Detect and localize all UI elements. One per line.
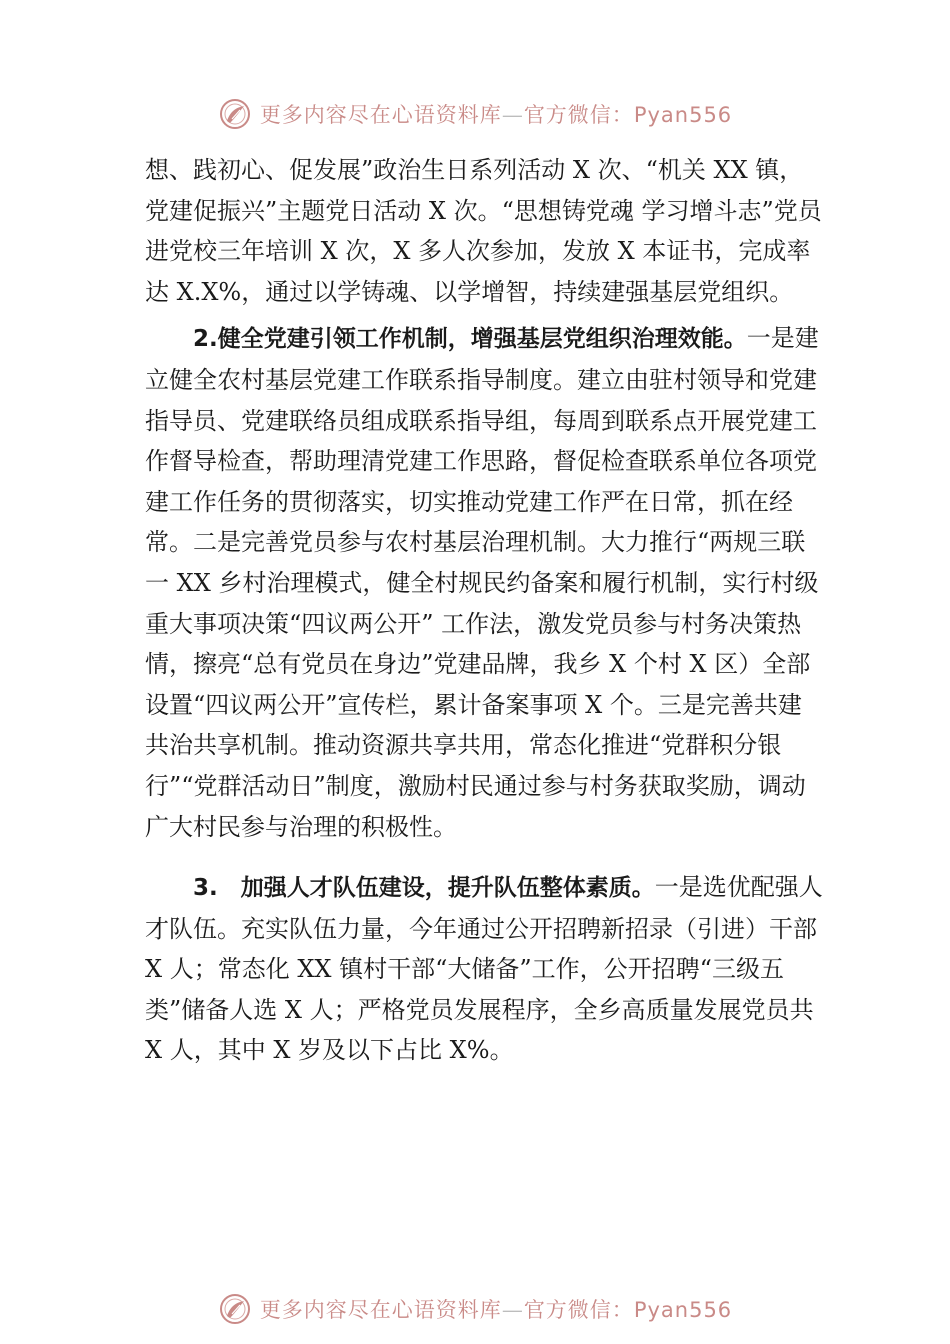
section-2-heading: 2.健全党建引领工作机制，增强基层党组织治理效能。: [193, 326, 747, 353]
paragraph-2: [145, 318, 825, 847]
watermark-wechat-label: 官方微信：: [523, 1298, 634, 1322]
section-3-heading: 3. 加强人才队伍建设，提升队伍整体素质。: [193, 875, 655, 902]
watermark-title: 更多内容尽在心语资料库: [259, 103, 502, 127]
watermark-wechat-label: 官方微信：: [523, 103, 634, 127]
seal-logo-icon: [218, 1292, 252, 1326]
header-watermark: [0, 92, 950, 136]
document-body: [145, 150, 825, 1071]
watermark-separator: —: [501, 103, 524, 127]
section-2-body: 一是建立健全农村基层党建工作联系指导制度。建立由驻村领导和党建指导员、党建联络员组成联系指导组，每周到联系点开展党建工作督导检查，帮助理清党建工作思路，督促检查联系单位各项党建工作任务的贯彻落实，切实推动党建工作严在日常，抓在经常。二是完善党员参与农村基层治理机制。大力推行“两规三联一 XX 乡村治理模式，健全村规民约备案和履行机制，实行村级重大事项决策“四议两公开” 工作法，激发党员参与村务决策热情，擦亮“总有党员在身边”党建品牌，我乡 X 个村 X 区）全部设置“四议两公开”宣传栏，累计备案事项 X 个。三是完善共建共治共享机制。推动资源共享共用，常态化推进“党群积分银行”“党群活动日”制度，激励村民通过参与村务获取奖励，调动广大村民参与治理的积极性。: [145, 324, 819, 841]
watermark-wechat-id: Pyan556: [633, 1298, 733, 1322]
watermark-title: 更多内容尽在心语资料库: [259, 1298, 502, 1322]
watermark-separator: —: [501, 1298, 524, 1322]
watermark-text: [260, 99, 732, 129]
section-3-body: 一是选优配强人才队伍。充实队伍力量，今年通过公开招聘新招录（引进）干部 X 人；常态化 XX 镇村干部“大储备”工作，公开招聘“三级五类”储备人选 X 人；严格党员发展程序，全乡高质量发展党员共 X 人，其中 X 岁及以下占比 X%。: [145, 873, 823, 1065]
paragraph-1: 想、践初心、促发展”政治生日系列活动 X 次、“机关 XX 镇，党建促振兴”主题党日活动 X 次。“思想铸党魂 学习增斗志”党员进党校三年培训 X 次，X 多人次参加，发放 X 本证书，完成率达 X.X%，通过以学铸魂、以学增智，持续建强基层党组织。: [145, 156, 822, 306]
footer-watermark: [0, 1287, 950, 1331]
seal-logo-icon: [218, 97, 252, 131]
watermark-text: [260, 1294, 732, 1324]
paragraph-3: [145, 867, 825, 1071]
watermark-wechat-id: Pyan556: [633, 103, 733, 127]
